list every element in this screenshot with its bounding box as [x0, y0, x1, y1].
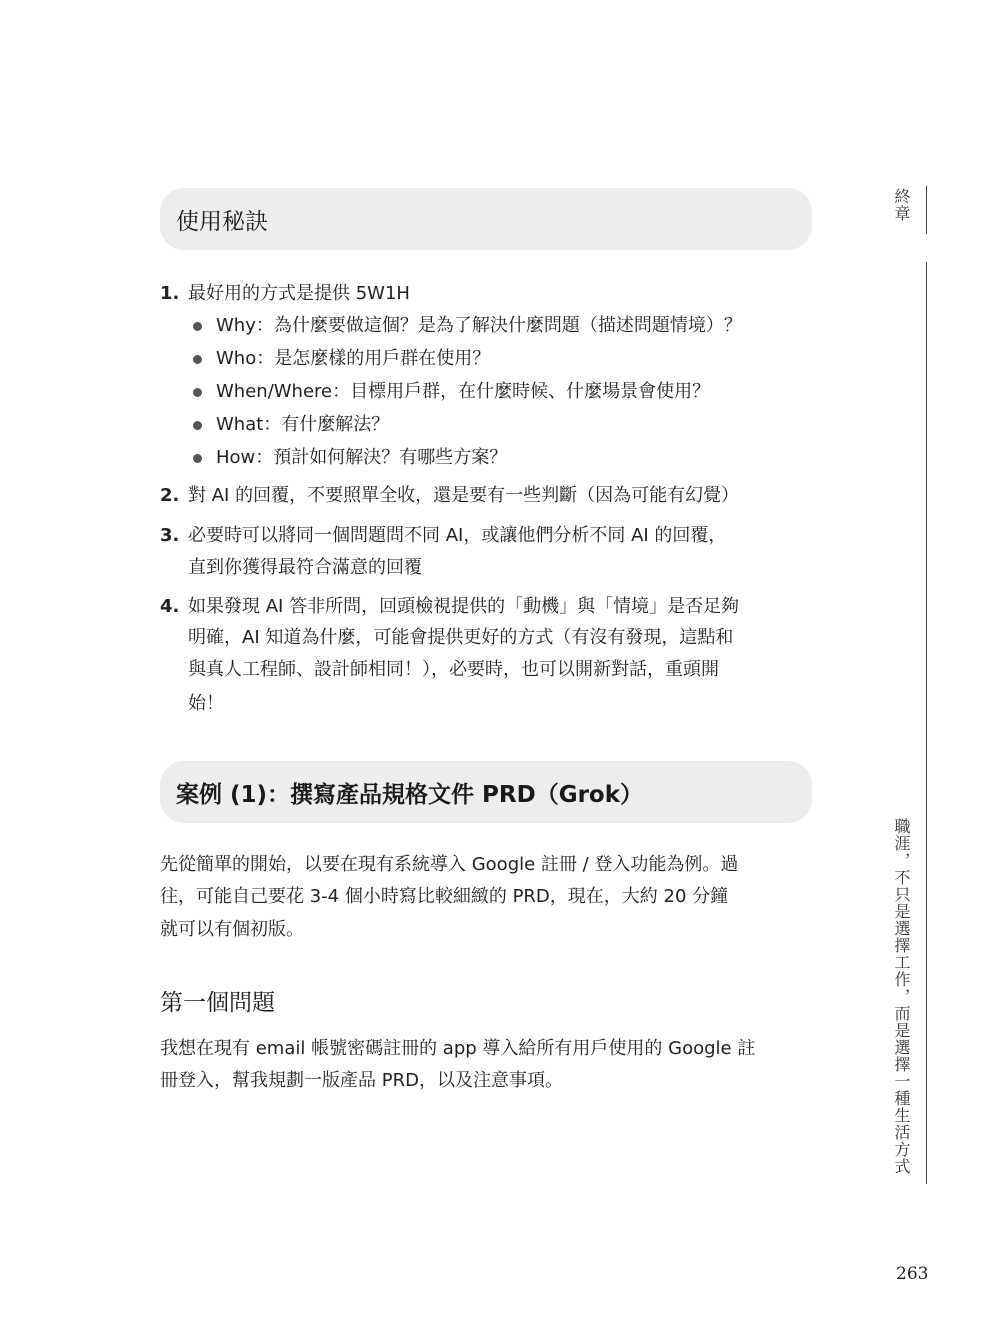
tip-number: 1.	[160, 283, 180, 304]
tip-text: 始！	[188, 693, 224, 714]
tip-number: 2.	[160, 485, 180, 506]
tip-text: 明確，AI 知道為什麼，可能會提供更好的方式（有沒有發現，這點和	[188, 627, 734, 648]
intro-line-2: 往，可能自己要花 3-4 個小時寫比較細緻的 PRD，現在，大約 20 分鐘	[160, 886, 729, 907]
bullet-dot	[193, 388, 202, 397]
tip-text: 如果發現 AI 答非所問，回頭檢視提供的「動機」與「情境」是否足夠	[188, 596, 740, 617]
bullet-item-how: How：預計如何解決？有哪些方案？	[216, 447, 508, 468]
tip-number: 3.	[160, 525, 180, 546]
bullet-dot	[193, 355, 202, 364]
bullet-item-what: What：有什麼解法？	[216, 414, 390, 435]
intro-line-3: 就可以有個初版。	[160, 919, 304, 940]
intro-line-1: 先從簡單的開始，以要在現有系統導入 Google 註冊 / 登入功能為例。過	[160, 854, 739, 875]
case-heading-box	[160, 761, 812, 823]
page-number: 263	[896, 1264, 929, 1284]
tips-heading-box	[160, 188, 812, 250]
tip-text: 直到你獲得最符合滿意的回覆	[188, 557, 422, 578]
tip-text: 必要時可以將同一個問題問不同 AI，或讓他們分析不同 AI 的回覆，	[188, 525, 727, 546]
question-line-1: 我想在現有 email 帳號密碼註冊的 app 導入給所有用戶使用的 Google 註	[160, 1038, 756, 1059]
section-heading: 第一個問題	[160, 990, 275, 1016]
sidebar-divider	[926, 186, 927, 234]
tip-number: 4.	[160, 596, 180, 617]
case-heading: 案例 (1)：撰寫產品規格文件 PRD（Grok）	[176, 781, 644, 808]
bullet-dot	[193, 454, 202, 463]
tip-text: 與真人工程師、設計師相同！），必要時，也可以開新對話，重頭開	[188, 659, 719, 680]
tip-text: 最好用的方式是提供 5W1H	[188, 283, 410, 304]
bullet-item-when-where: When/Where：目標用戶群，在什麼時候、什麼場景會使用？	[216, 381, 711, 402]
bullet-dot	[193, 322, 202, 331]
running-title: 職涯，不只是選擇工作，而是選擇一種生活方式	[892, 818, 911, 1175]
chapter-label: 終章	[892, 188, 911, 222]
tips-heading: 使用秘訣	[176, 208, 268, 235]
bullet-item-why: Why：為什麼要做這個？是為了解決什麼問題（描述問題情境）？	[216, 315, 742, 336]
tip-text: 對 AI 的回覆，不要照單全收，還是要有一些判斷（因為可能有幻覺）	[188, 485, 740, 506]
sidebar-divider	[926, 262, 927, 1184]
bullet-item-who: Who：是怎麼樣的用戶群在使用？	[216, 348, 491, 369]
bullet-dot	[193, 421, 202, 430]
question-line-2: 冊登入，幫我規劃一版產品 PRD，以及注意事項。	[160, 1070, 563, 1091]
